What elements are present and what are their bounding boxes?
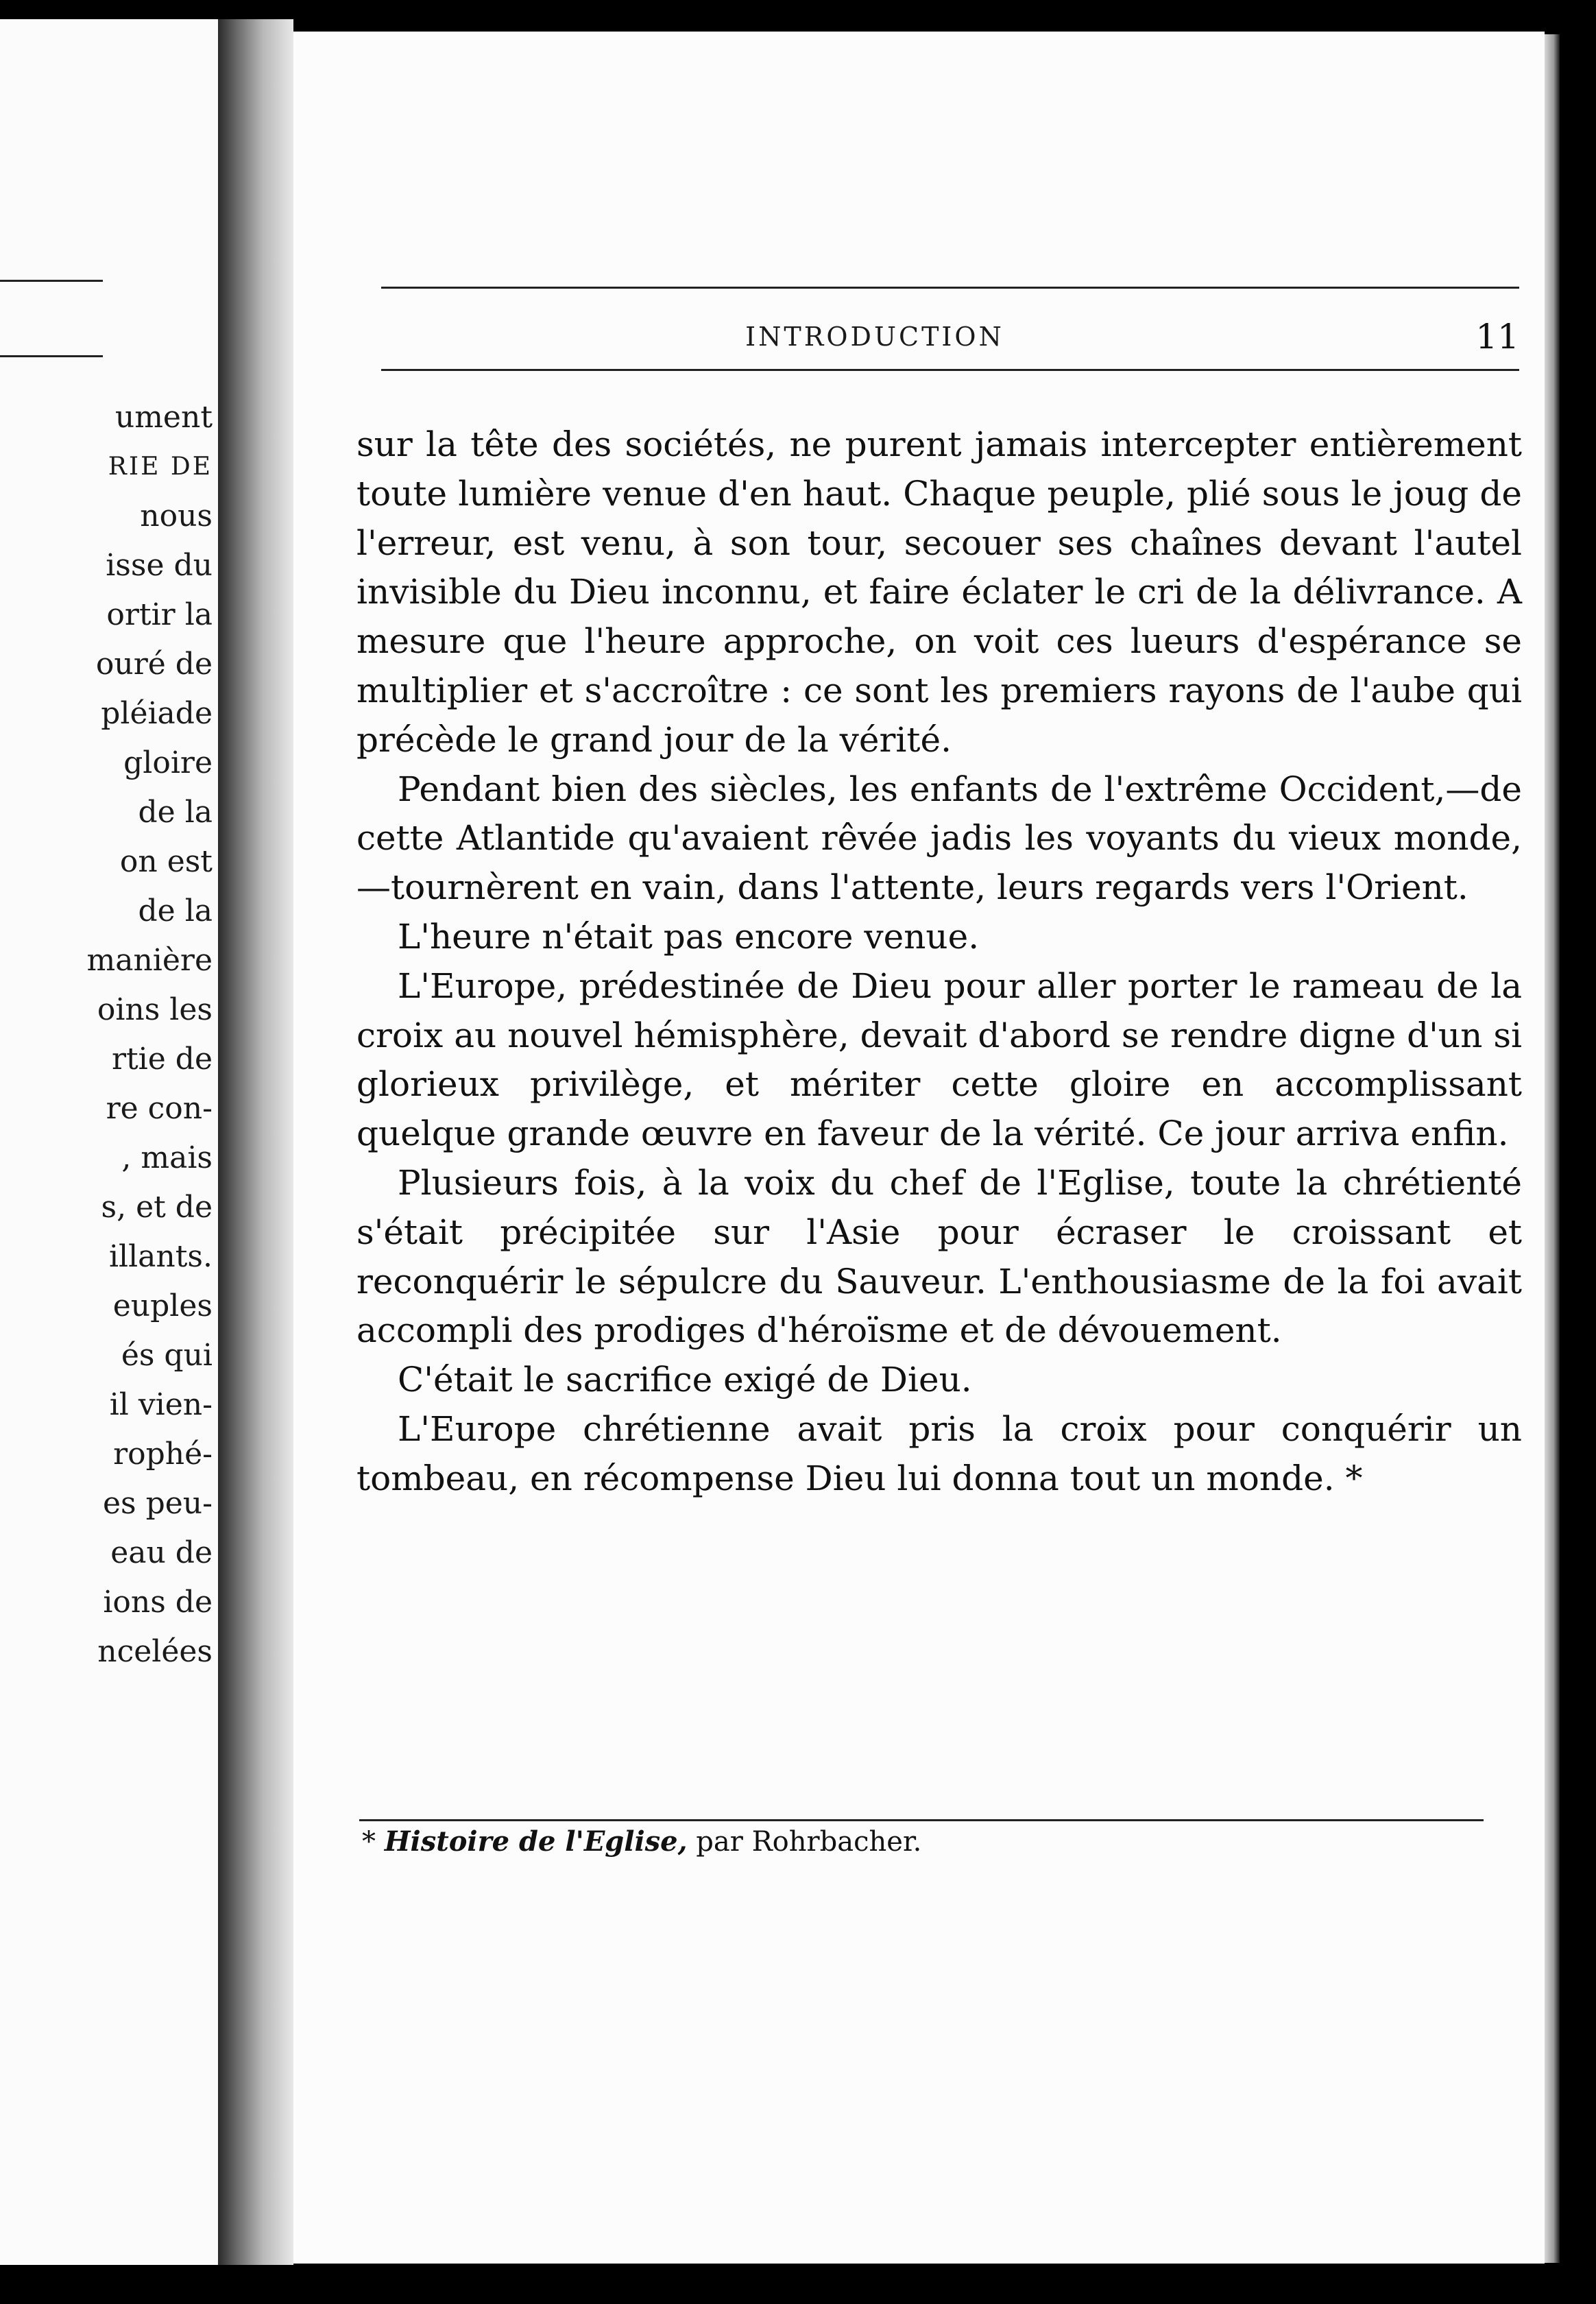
text-fragment: es peu- bbox=[102, 1486, 213, 1521]
text-fragment: eau de bbox=[110, 1535, 213, 1570]
text-fragment: , mais bbox=[121, 1140, 213, 1175]
paragraph: L'Europe chrétienne avait pris la croix pour conquérir un tombeau, en récompense Dieu lui donna tout un monde. * bbox=[356, 1408, 1522, 1498]
text-fragment: oins les bbox=[97, 992, 213, 1027]
text-fragment: ument bbox=[114, 400, 213, 435]
text-fragment: ortir la bbox=[106, 597, 213, 632]
text-fragment: de la bbox=[138, 893, 213, 928]
text-fragment: ions de bbox=[103, 1585, 213, 1620]
page-number: 11 bbox=[1475, 317, 1519, 357]
header-rule-bottom bbox=[0, 355, 103, 357]
text-fragment: rophé- bbox=[113, 1437, 213, 1472]
footnote-title: Histoire de l'Eglise, bbox=[384, 1825, 688, 1858]
text-fragment: ncelées bbox=[97, 1634, 213, 1669]
page-body bbox=[356, 420, 1522, 1504]
text-fragment: manière bbox=[86, 943, 213, 978]
paragraph: Plusieurs fois, à la voix du chef de l'Eglise, toute la chrétienté s'était précipitée sur l'Asie pour écraser le croissant et reconquérir le sépulcre du Sauveur. L'enthousiasme de la foi avait accompli des prodiges d'héroïsme et de dévouement. bbox=[356, 1162, 1522, 1351]
paragraph: C'était le sacrifice exigé de Dieu. bbox=[398, 1360, 972, 1400]
text-fragment: pléiade bbox=[101, 696, 213, 731]
header-rule-top bbox=[0, 280, 103, 282]
paragraph: L'heure n'était pas encore venue. bbox=[398, 916, 980, 957]
header-rule-top bbox=[381, 287, 1519, 289]
paragraph: L'Europe, prédestinée de Dieu pour aller porter le rameau de la croix au nouvel hémisphère, devait d'abord se rendre digne d'un si glorieux privilège, et mériter cette gloire en accomplissant quelque grande œuvre en faveur de la vérité. Ce jour arriva enfin. bbox=[356, 965, 1522, 1154]
text-fragment: on est bbox=[119, 844, 213, 879]
book-gutter bbox=[218, 19, 293, 2265]
text-fragment: re con- bbox=[106, 1091, 213, 1126]
text-fragment: euples bbox=[112, 1288, 213, 1323]
footnote-marker: * bbox=[362, 1826, 376, 1858]
header-rule-bottom bbox=[381, 369, 1519, 371]
text-fragment: gloire bbox=[123, 745, 213, 780]
paragraph: sur la tête des sociétés, ne purent jamais intercepter entièrement toute lumière venue d'en haut. Chaque peuple, plié sous le joug de l'erreur, est venu, à son tour, secouer ses chaînes devant l'autel invisible du Dieu inconnu, et faire éclater le cri de la délivrance. A mesure que l'heure approche, on voit ces lueurs d'espérance se multiplier et s'accroître : ce sont les premiers rayons de l'aube qui précède le grand jour de la vérité. bbox=[356, 424, 1522, 760]
text-fragment: és qui bbox=[121, 1338, 213, 1373]
text-fragment: il vien- bbox=[109, 1387, 213, 1422]
previous-page bbox=[0, 19, 218, 2265]
running-header bbox=[381, 309, 1519, 364]
text-fragment: RIE DE bbox=[108, 453, 213, 481]
running-title: INTRODUCTION bbox=[745, 322, 1004, 352]
text-fragment: ouré de bbox=[95, 647, 213, 682]
footnote bbox=[362, 1821, 921, 1862]
page-edge bbox=[1545, 34, 1560, 2263]
footnote-author: par Rohrbacher. bbox=[687, 1826, 922, 1858]
current-page bbox=[293, 32, 1545, 2264]
text-fragment: de la bbox=[138, 795, 213, 830]
text-fragment: nous bbox=[140, 499, 213, 533]
text-fragment: rtie de bbox=[111, 1042, 213, 1077]
paragraph: Pendant bien des siècles, les enfants de l'extrême Occident,—de cette Atlantide qu'avaient rêvée jadis les voyants du vieux monde,—tournèrent en vain, dans l'attente, leurs regards vers l'Orient. bbox=[356, 769, 1522, 908]
text-fragment: s, et de bbox=[101, 1190, 213, 1225]
previous-page-text bbox=[87, 393, 213, 1677]
text-fragment: isse du bbox=[106, 548, 213, 583]
text-fragment: illants. bbox=[108, 1239, 213, 1274]
